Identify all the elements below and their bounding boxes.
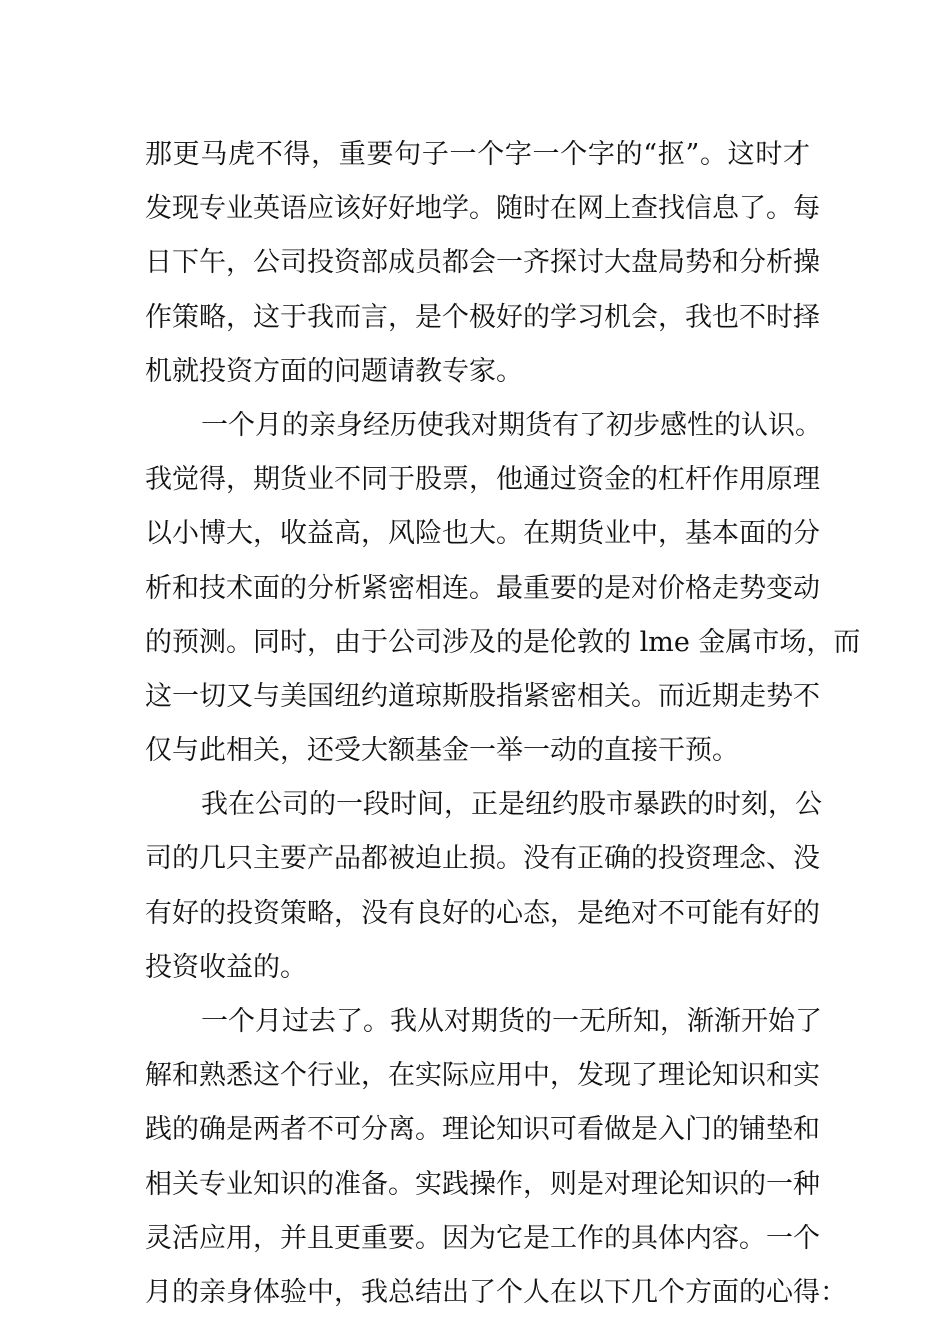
text-line: 作策略，这于我而言，是个极好的学习机会，我也不时择 [145,301,820,333]
text-line: 灵活应用，并且更重要。因为它是工作的具体内容。一个 [145,1222,820,1254]
text-line: 解和熟悉这个行业，在实际应用中，发现了理论知识和实 [145,1060,820,1092]
text-line: 发现专业英语应该好好地学。随时在网上查找信息了。每 [145,193,820,225]
paragraph-first-line: 我在公司的一段时间，正是纽约股市暴跌的时刻，公 [201,789,822,821]
text-line: 相关专业知识的准备。实践操作，则是对理论知识的一种 [145,1168,820,1200]
text-line: 投资收益的。 [145,951,307,983]
text-line: 的预测。同时，由于公司涉及的是伦敦的 lme 金属市场，而 [145,626,861,658]
text-line: 我觉得，期货业不同于股票，他通过资金的杠杆作用原理 [145,464,820,496]
text-line: 以小博大，收益高，风险也大。在期货业中，基本面的分 [145,518,820,550]
text-line: 日下午，公司投资部成员都会一齐探讨大盘局势和分析操 [145,247,820,279]
text-line: 月的亲身体验中，我总结出了个人在以下几个方面的心得： [145,1276,847,1308]
text-line: 那更马虎不得，重要句子一个字一个字的“抠”。这时才 [145,139,810,170]
text-line: 机就投资方面的问题请教专家。 [145,355,523,387]
text-line: 司的几只主要产品都被迫止损。没有正确的投资理念、没 [145,843,820,875]
document-body [145,128,861,1320]
paragraph-first-line: 一个月的亲身经历使我对期货有了初步感性的认识。 [201,409,822,441]
text-line: 仅与此相关，还受大额基金一举一动的直接干预。 [145,735,739,767]
text-line: 有好的投资策略，没有良好的心态，是绝对不可能有好的 [145,897,820,929]
text-line: 这一切又与美国纽约道琼斯股指紧密相关。而近期走势不 [145,680,820,712]
paragraph-first-line: 一个月过去了。我从对期货的一无所知，渐渐开始了 [201,1006,822,1037]
text-line: 践的确是两者不可分离。理论知识可看做是入门的铺垫和 [145,1114,820,1146]
text-line: 析和技术面的分析紧密相连。最重要的是对价格走势变动 [145,572,820,604]
